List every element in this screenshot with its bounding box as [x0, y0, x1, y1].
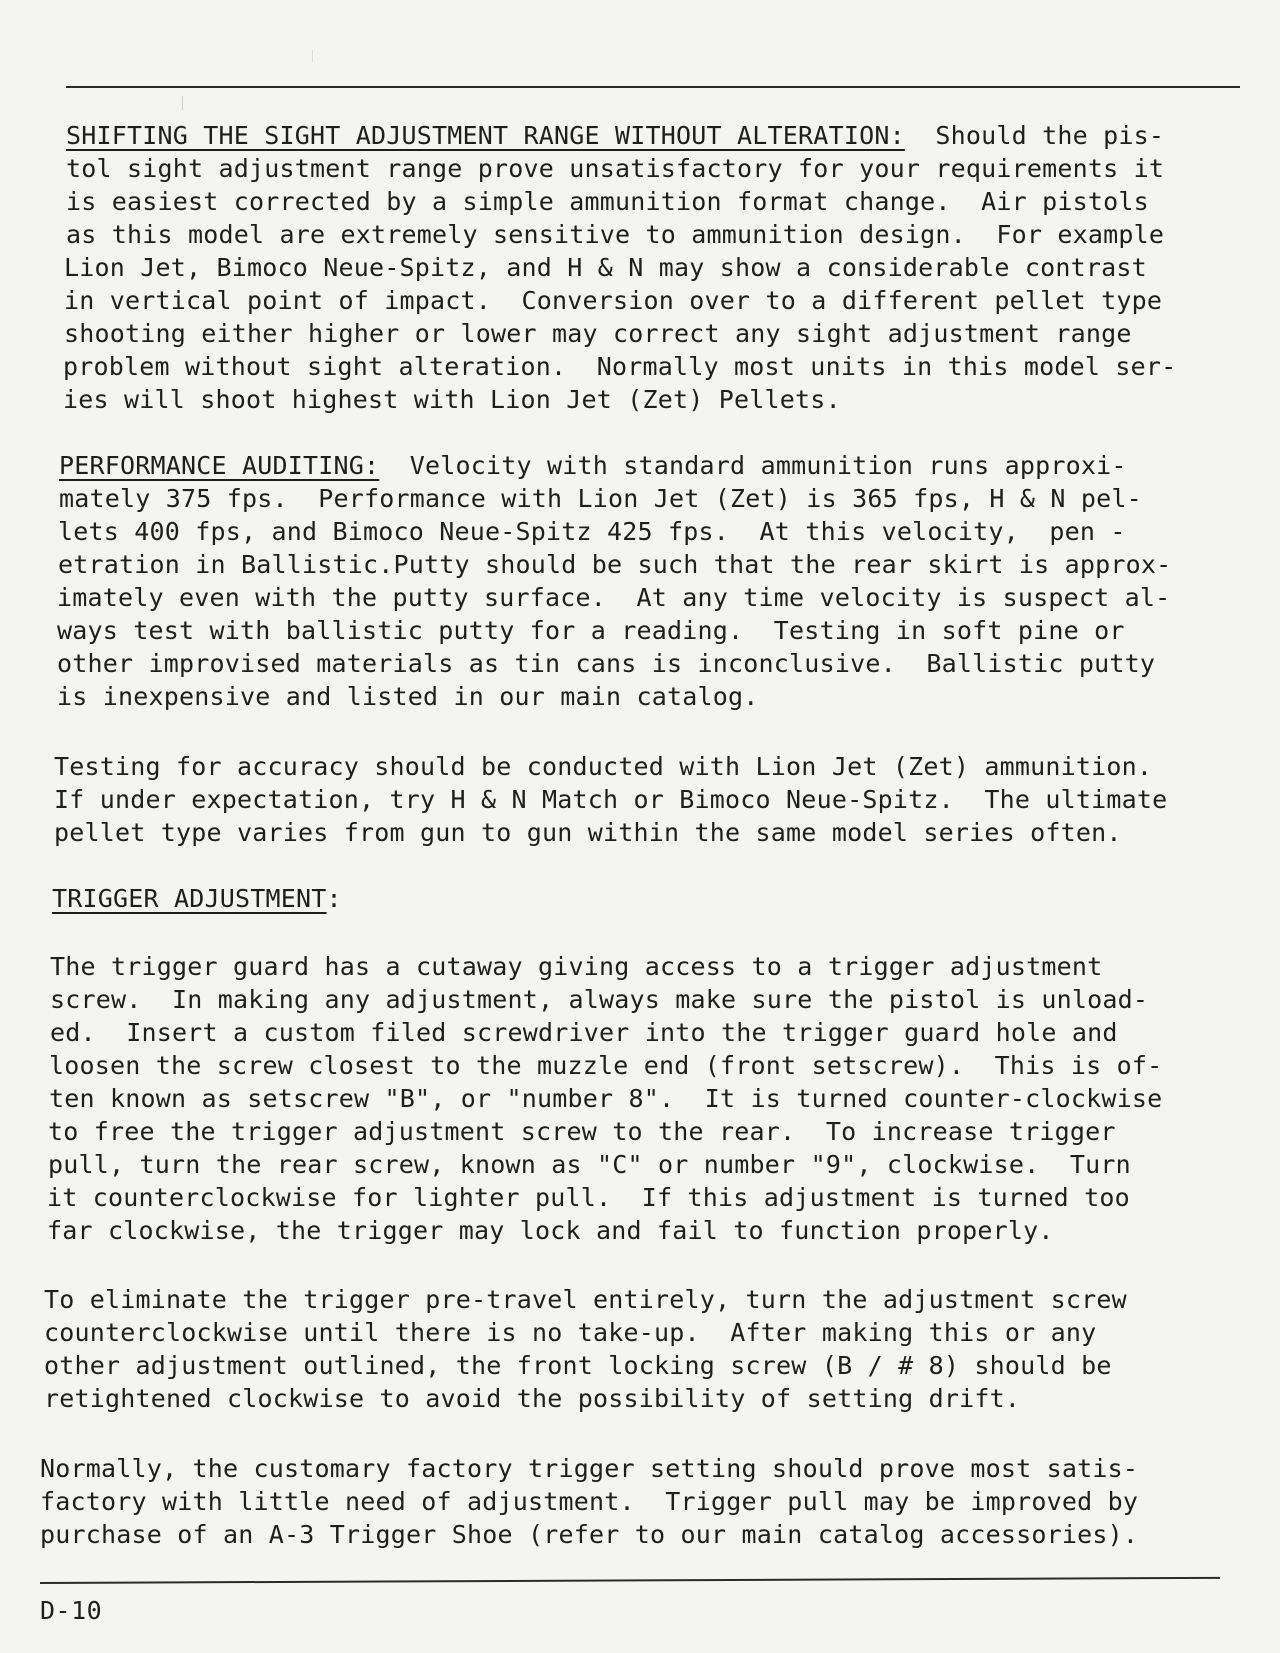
- trigger-heading-colon: :: [326, 884, 342, 913]
- performance-line-2: lets 400 fps, and Bimoco Neue-Spitz 425 fps. At this velocity, pen -: [58, 517, 1126, 546]
- bottom-rule: [40, 1577, 1220, 1584]
- trigger-line-4: loosen the screw closest to the muzzle end (front setscrew). This is of-: [49, 1051, 1163, 1080]
- trigger-section-heading: TRIGGER ADJUSTMENT: [52, 884, 327, 913]
- performance-section-heading: PERFORMANCE AUDITING:: [59, 451, 380, 480]
- sight-line-6: shooting either higher or lower may correct any sight adjustment range: [64, 319, 1132, 348]
- sight-line-7: problem without sight alteration. Normally most units in this model ser-: [63, 352, 1177, 381]
- trigger-line-8: it counterclockwise for lighter pull. If this adjustment is turned too: [47, 1183, 1130, 1212]
- sight-line-4: Lion Jet, Bimoco Neue-Spitz, and H & N may show a considerable contrast: [64, 253, 1147, 282]
- normally-line-2: factory with little need of adjustment. Trigger pull may be improved by: [40, 1487, 1139, 1516]
- trigger-heading-line: [52, 882, 342, 915]
- performance-line-1: mately 375 fps. Performance with Lion Jet (Zet) is 365 fps, H & N pel-: [59, 484, 1142, 513]
- sight-line-3: as this model are extremely sensitive to ammunition design. For example: [66, 220, 1165, 249]
- sight-line-5: in vertical point of impact. Conversion over to a different pellet type: [64, 286, 1163, 315]
- trigger-line-2: screw. In making any adjustment, always make sure the pistol is unload-: [50, 985, 1149, 1014]
- trigger-line-3: ed. Insert a custom filed screwdriver into the trigger guard hole and: [50, 1018, 1118, 1047]
- trigger-line-6: to free the trigger adjustment screw to the rear. To increase trigger: [48, 1117, 1116, 1146]
- performance-section-first-line: [59, 449, 1127, 482]
- top-rule: [66, 86, 1240, 88]
- performance-line-6: other improvised materials as tin cans is inconclusive. Ballistic putty: [57, 649, 1156, 678]
- performance-line-4: imately even with the putty surface. At any time velocity is suspect al-: [57, 583, 1171, 612]
- performance-section-first-line-rest: Velocity with standard ammunition runs approxi-: [379, 451, 1127, 480]
- sight-section-first-line-rest: Should the pis-: [904, 121, 1165, 150]
- normally-line-3: purchase of an A-3 Trigger Shoe (refer to our main catalog accessories).: [40, 1520, 1139, 1549]
- accuracy-line-2: If under expectation, try H & N Match or Bimoco Neue-Spitz. The ultimate: [54, 785, 1168, 814]
- page-code: D-10: [40, 1596, 103, 1625]
- pretravel-line-2: counterclockwise until there is no take-up. After making this or any: [44, 1318, 1097, 1347]
- trigger-line-1: The trigger guard has a cutaway giving access to a trigger adjustment: [50, 952, 1103, 981]
- normally-line-1: Normally, the customary factory trigger setting should prove most satis-: [40, 1454, 1139, 1483]
- pretravel-line-1: To eliminate the trigger pre-travel entirely, turn the adjustment screw: [44, 1285, 1127, 1314]
- pretravel-line-4: retightened clockwise to avoid the possibility of setting drift.: [44, 1384, 1021, 1413]
- sight-section-heading: SHIFTING THE SIGHT ADJUSTMENT RANGE WITHOUT ALTERATION:: [66, 121, 905, 150]
- sight-line-8: ies will shoot highest with Lion Jet (Zet) Pellets.: [63, 385, 841, 414]
- pretravel-line-3: other adjustment outlined, the front locking screw (B / # 8) should be: [44, 1351, 1112, 1380]
- performance-line-5: ways test with ballistic putty for a reading. Testing in soft pine or: [57, 616, 1125, 645]
- accuracy-line-3: pellet type varies from gun to gun within the same model series often.: [54, 818, 1122, 847]
- sight-line-2: is easiest corrected by a simple ammunition format change. Air pistols: [66, 187, 1149, 216]
- sight-line-1: tol sight adjustment range prove unsatisfactory for your requirements it: [66, 154, 1165, 183]
- performance-line-7: is inexpensive and listed in our main catalog.: [57, 682, 759, 711]
- trigger-line-7: pull, turn the rear screw, known as "C" or number "9", clockwise. Turn: [48, 1150, 1131, 1179]
- scan-mark: [312, 50, 313, 62]
- accuracy-line-1: Testing for accuracy should be conducted with Lion Jet (Zet) ammunition.: [54, 752, 1153, 781]
- trigger-line-9: far clockwise, the trigger may lock and fail to function properly.: [47, 1216, 1054, 1245]
- scan-mark: [182, 96, 183, 110]
- sight-section-first-line: [66, 119, 1164, 152]
- performance-line-3: etration in Ballistic.Putty should be such that the rear skirt is approx-: [58, 550, 1172, 579]
- trigger-line-5: ten known as setscrew "B", or "number 8". It is turned counter-clockwise: [49, 1084, 1163, 1113]
